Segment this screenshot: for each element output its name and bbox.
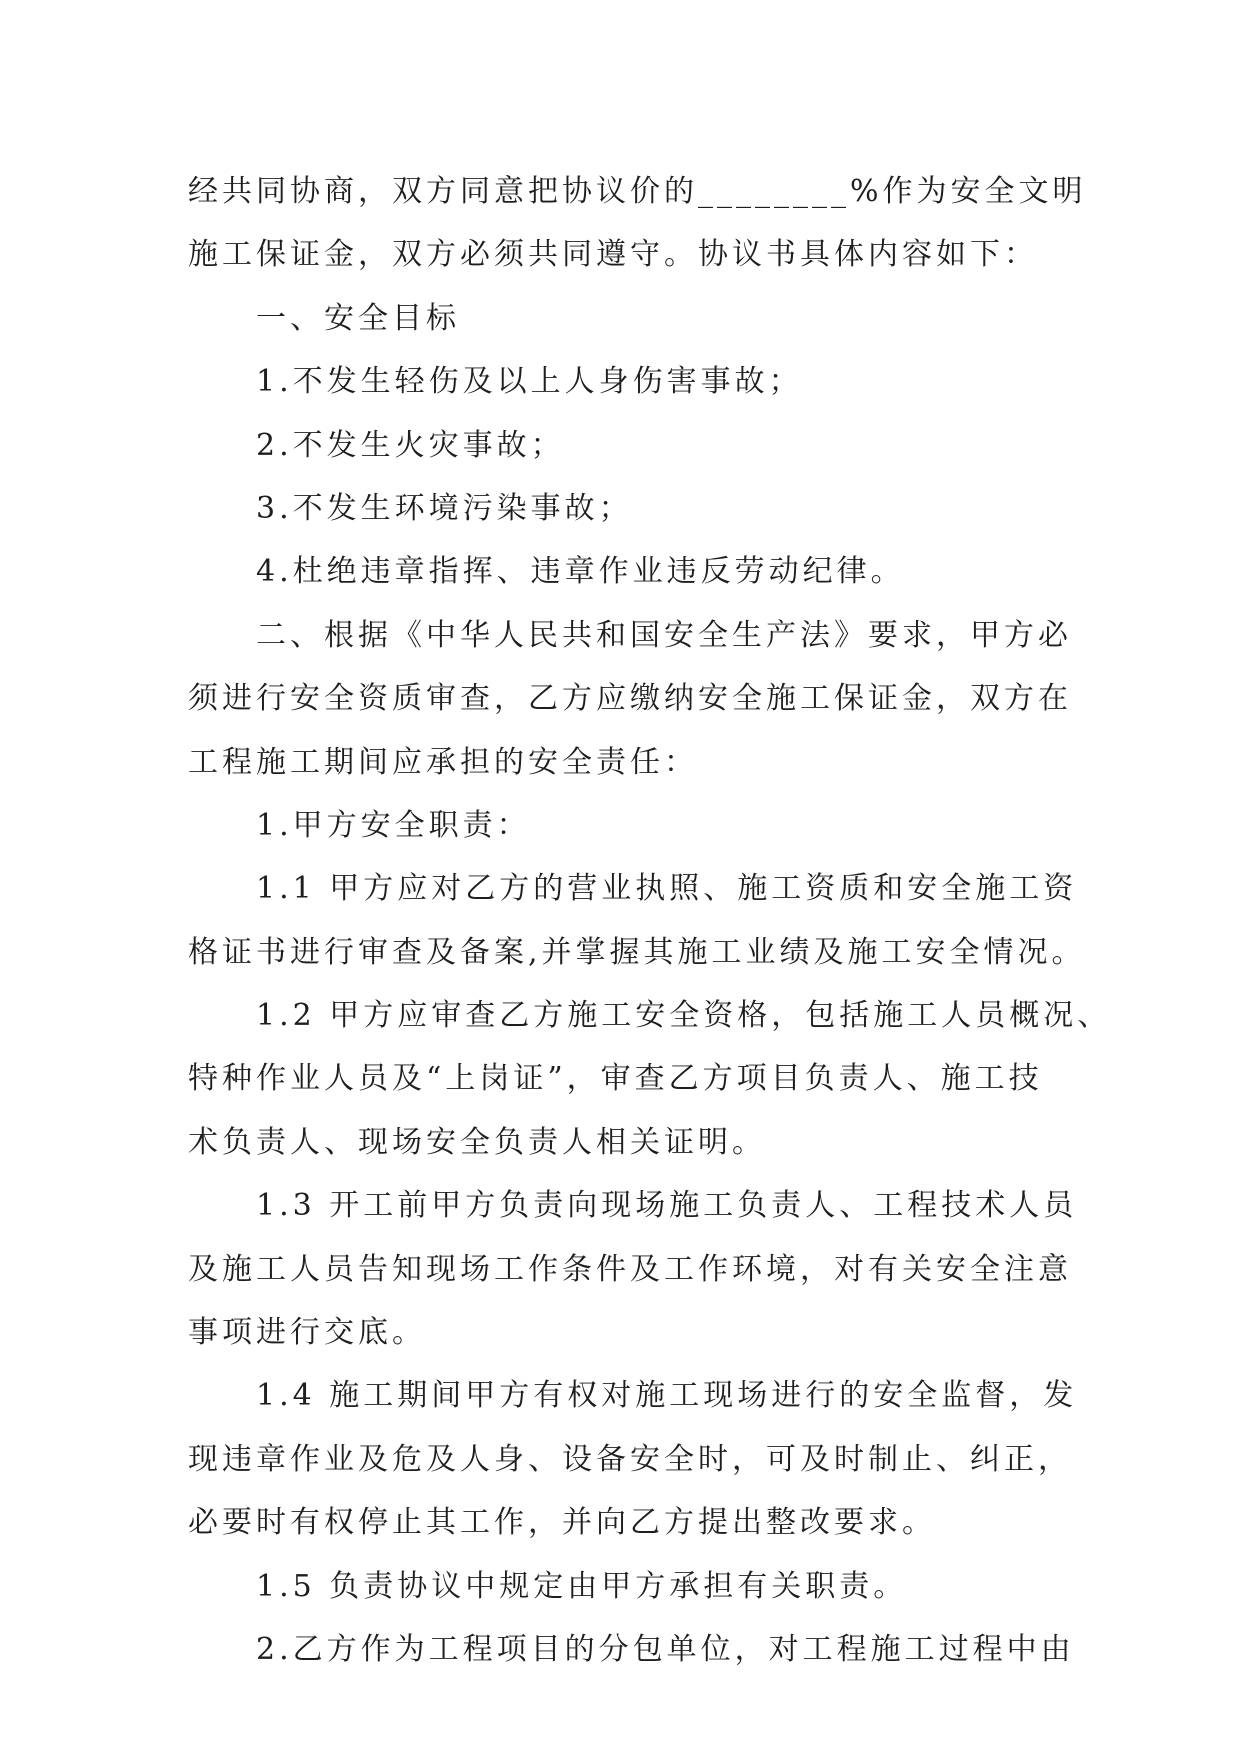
- list-item: 2.不发生火灾事故；: [256, 427, 565, 463]
- text-line: 必要时有权停止其工作，并向乙方提出整改要求。: [188, 1505, 936, 1541]
- subsection-heading: 1.甲方安全职责：: [256, 807, 531, 843]
- text-line: 施工保证金，双方必须共同遵守。协议书具体内容如下：: [188, 237, 1038, 273]
- list-item: 4.杜绝违章指挥、违章作业违反劳动纪律。: [256, 554, 905, 590]
- list-item: 3.不发生环境污染事故；: [256, 490, 633, 526]
- section-heading: 二、根据《中华人民共和国安全生产法》要求，甲方必: [256, 617, 1072, 653]
- text-line: 工程施工期间应承担的安全责任：: [188, 744, 698, 780]
- clause-line: 1.5 负责协议中规定由甲方承担有关职责。: [256, 1568, 908, 1604]
- text-line: 及施工人员告知现场工作条件及工作环境，对有关安全注意: [188, 1251, 1072, 1287]
- text-line: 须进行安全资质审查，乙方应缴纳安全施工保证金，双方在: [188, 681, 1072, 717]
- clause-line: 1.4 施工期间甲方有权对施工现场进行的安全监督，发: [256, 1378, 1078, 1414]
- clause-line: 2.乙方作为工程项目的分包单位，对工程施工过程中由: [256, 1631, 1075, 1667]
- clause-line: 1.1 甲方应对乙方的营业执照、施工资质和安全施工资: [256, 871, 1078, 907]
- document-body: [188, 160, 1112, 1681]
- section-heading: 一、安全目标: [256, 300, 460, 336]
- clause-line: 1.2 甲方应审查乙方施工安全资格，包括施工人员概况、: [256, 998, 1112, 1034]
- text-line: 现违章作业及危及人身、设备安全时，可及时制止、纠正，: [188, 1441, 1072, 1477]
- text-line: 经共同协商，双方同意把协议价的________%作为安全文明: [188, 174, 1087, 209]
- text-line: 事项进行交底。: [188, 1315, 426, 1351]
- text-line: 特种作业人员及“上岗证”，审查乙方项目负责人、施工技: [188, 1061, 1043, 1097]
- text-line: 格证书进行审查及备案,并掌握其施工业绩及施工安全情况。: [188, 934, 1086, 970]
- text-line: 术负责人、现场安全负责人相关证明。: [188, 1124, 766, 1160]
- clause-line: 1.3 开工前甲方负责向现场施工负责人、工程技术人员: [256, 1188, 1078, 1224]
- list-item: 1.不发生轻伤及以上人身伤害事故；: [256, 364, 803, 400]
